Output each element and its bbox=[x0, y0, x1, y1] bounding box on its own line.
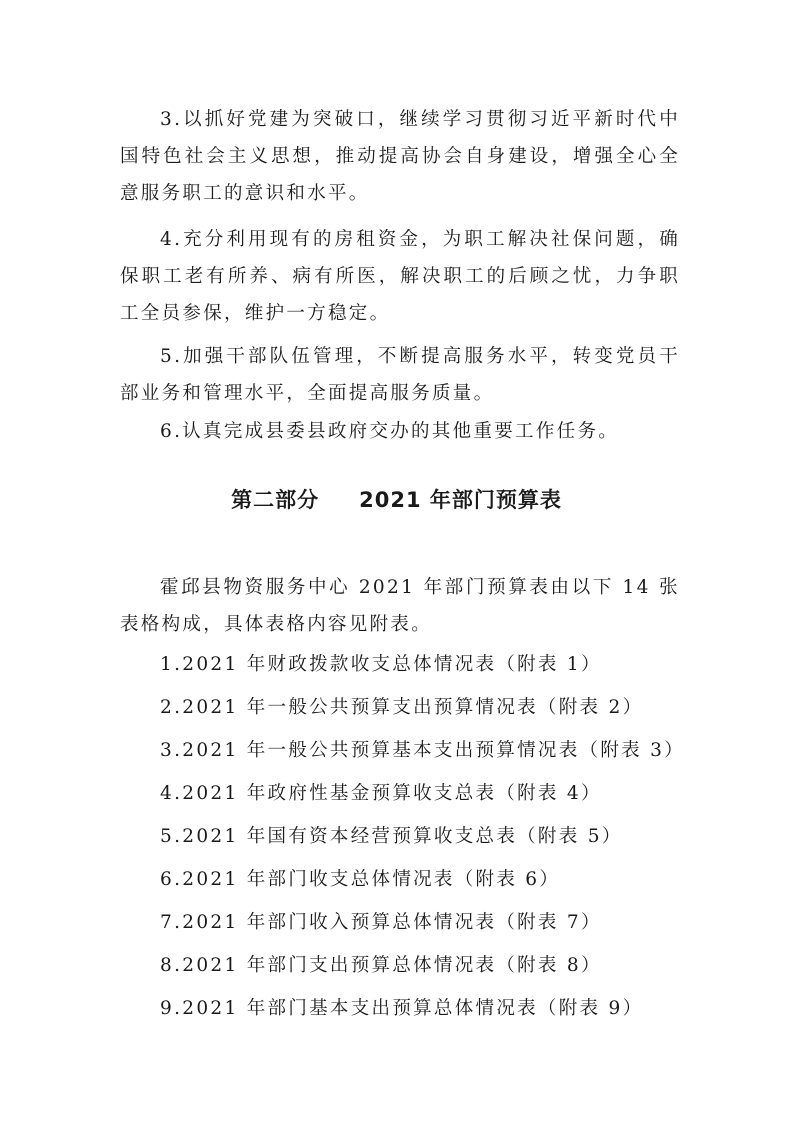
list-item: 3.2021 年一般公共预算基本支出预算情况表（附表 3） bbox=[160, 740, 685, 761]
section-title: 2021 年部门预算表 bbox=[359, 488, 562, 512]
list-item: 4.2021 年政府性基金预算收支总表（附表 4） bbox=[160, 783, 602, 804]
section-part-label: 第二部分 bbox=[231, 488, 320, 512]
list-item: 9.2021 年部门基本支出预算总体情况表（附表 9） bbox=[160, 998, 644, 1019]
list-item: 7.2021 年部门收入预算总体情况表（附表 7） bbox=[160, 912, 602, 933]
list-item: 5.2021 年国有资本经营预算收支总表（附表 5） bbox=[160, 826, 623, 847]
paragraph-item-6: 6.认真完成县委县政府交办的其他重要工作任务。 bbox=[160, 421, 620, 442]
paragraph-item-4: 4.充分利用现有的房租资金，为职工解决社保问题，确保职工老有所养、病有所医，解决职工的后顾之忧，力争职工全员参保，维护一方稳定。 bbox=[120, 229, 680, 324]
list-item: 1.2021 年财政拨款收支总体情况表（附表 1） bbox=[160, 654, 602, 675]
list-item: 6.2021 年部门收支总体情况表（附表 6） bbox=[160, 869, 561, 890]
list-item: 2.2021 年一般公共预算支出预算情况表（附表 2） bbox=[160, 697, 644, 718]
paragraph-item-5: 5.加强干部队伍管理，不断提高服务水平，转变党员干部业务和管理水平，全面提高服务质量。 bbox=[120, 346, 680, 404]
intro-paragraph: 霍邱县物资服务中心 2021 年部门预算表由以下 14 张表格构成，具体表格内容见附表。 bbox=[120, 577, 680, 635]
paragraph-item-3: 3.以抓好党建为突破口，继续学习贯彻习近平新时代中国特色社会主义思想，推动提高协会自身建设，增强全心全意服务职工的意识和水平。 bbox=[120, 109, 680, 204]
list-item: 8.2021 年部门支出预算总体情况表（附表 8） bbox=[160, 955, 602, 976]
section-heading bbox=[0, 484, 793, 514]
